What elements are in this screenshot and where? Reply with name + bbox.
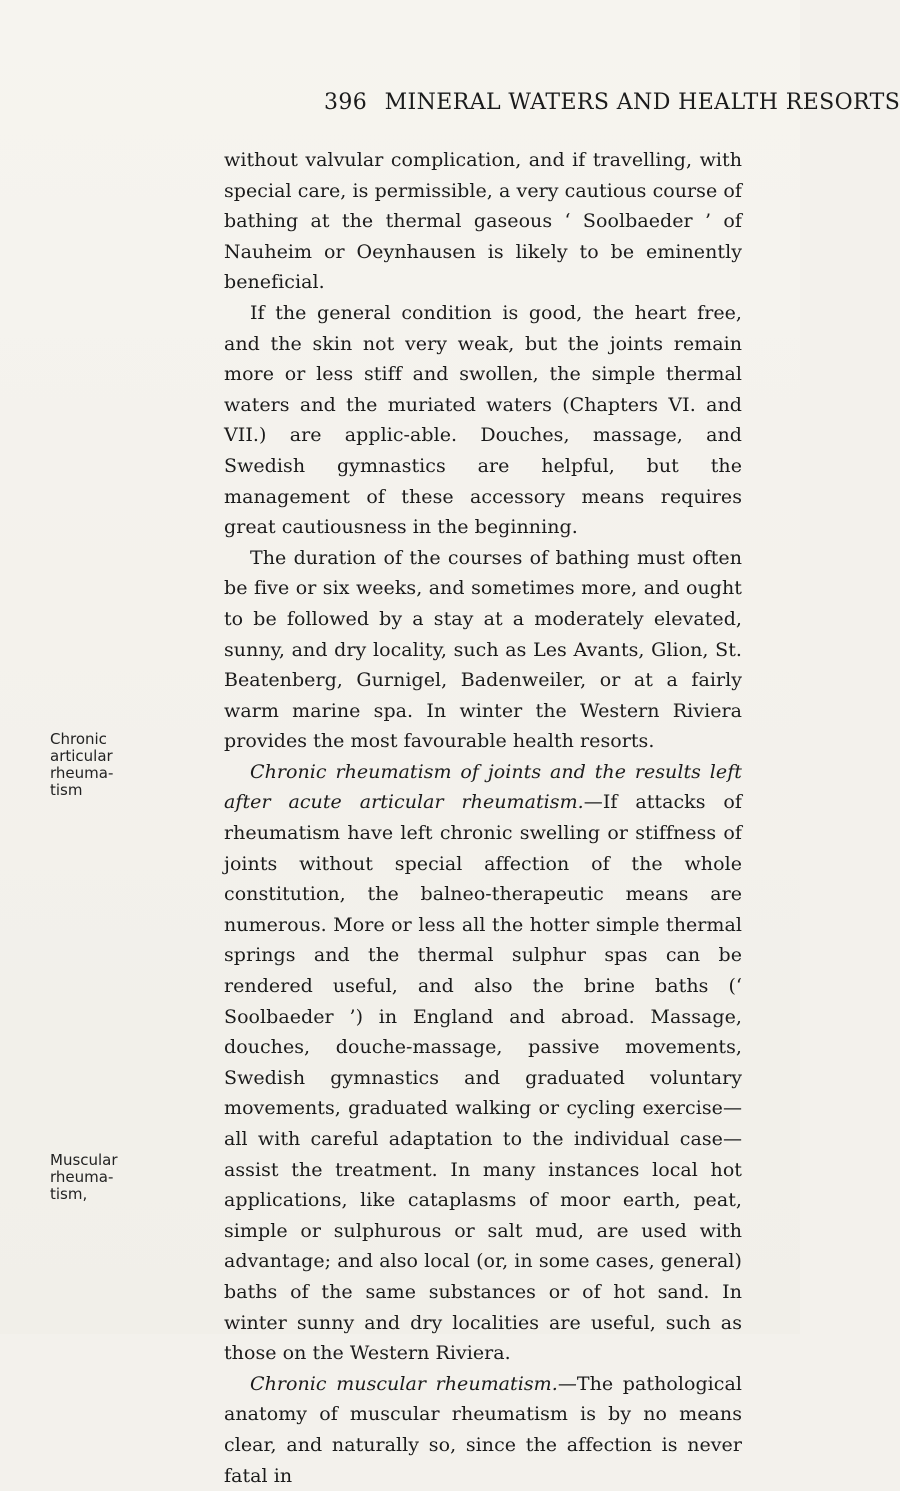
margin-note-line: Muscular	[50, 1151, 118, 1169]
margin-note-chronic-articular	[50, 731, 160, 799]
section-heading-muscular: Chronic muscular rheumatism.	[250, 1372, 558, 1395]
paragraph-muscular	[224, 1369, 742, 1491]
body-text	[224, 145, 742, 1491]
margin-note-line: articular	[50, 747, 113, 765]
page-number: 396	[324, 90, 368, 115]
paragraph-chronic-joints-body: —If attacks of rheumatism have left chronic swelling or stiffness of joints without special affection of the whole constitution, the balneo-therapeutic means are numerous. More or less all the hotter simple thermal springs and the thermal sulphur spas can be rendered useful, and also the brine baths (‘ Soolbaeder ’) in England and abroad. Massage, douches, douche-massage, passive movements, Swedish gymnastics and graduated voluntary movements, graduated walking or cycling exercise—all with careful adaptation to the individual case—assist the treatment. In many instances local hot applications, like cataplasms of moor earth, peat, simple or sulphurous or salt mud, are used with advantage; and also local (or, in some cases, general) baths of the same substances or of hot sand. In winter sunny and dry localities are useful, such as those on the Western Riviera.	[224, 791, 743, 1365]
running-title: MINERAL WATERS AND HEALTH RESORTS	[384, 90, 900, 115]
margin-note-line: tism,	[50, 1185, 88, 1203]
margin-note-line: rheuma-	[50, 1168, 114, 1186]
margin-note-line: tism	[50, 781, 83, 799]
margin-note-line: Chronic	[50, 730, 107, 748]
paragraph-chronic-joints	[224, 757, 742, 1369]
paragraph-duration: The duration of the courses of bathing must often be five or six weeks, and sometimes more, and ought to be followed by a stay at a moderately elevated, sunny, and dry locality, such as Les Avants, Glion, St. Beatenberg, Gurnigel, Badenweiler, or at a fairly warm marine spa. In winter the Western Riviera provides the most favourable health resorts.	[224, 546, 742, 753]
running-header	[324, 90, 900, 115]
paragraph-general-condition: If the general condition is good, the heart free, and the skin not very weak, but the joints remain more or less stiff and swollen, the simple thermal waters and the muriated waters (Chapters VI. and VII.) are applic-able. Douches, massage, and Swedish gymnastics are helpful, but the management of these accessory means requires great cautiousness in the beginning.	[224, 301, 742, 539]
paragraph-continuation: without valvular complication, and if travelling, with special care, is permissible, a very cautious course of bathing at the thermal gaseous ‘ Soolbaeder ’ of Nauheim or Oeynhausen is likely to be eminently beneficial.	[224, 149, 742, 294]
margin-note-muscular	[50, 1152, 160, 1203]
paragraph-muscular-body: —The pathological anatomy of muscular rheumatism is by no means clear, and naturally so, since the affection is never fatal in	[224, 1372, 742, 1487]
section-heading-chronic-joints: Chronic rheumatism of joints and the results left after acute articular rheumatism.	[224, 760, 742, 814]
margin-note-line: rheuma-	[50, 764, 114, 782]
